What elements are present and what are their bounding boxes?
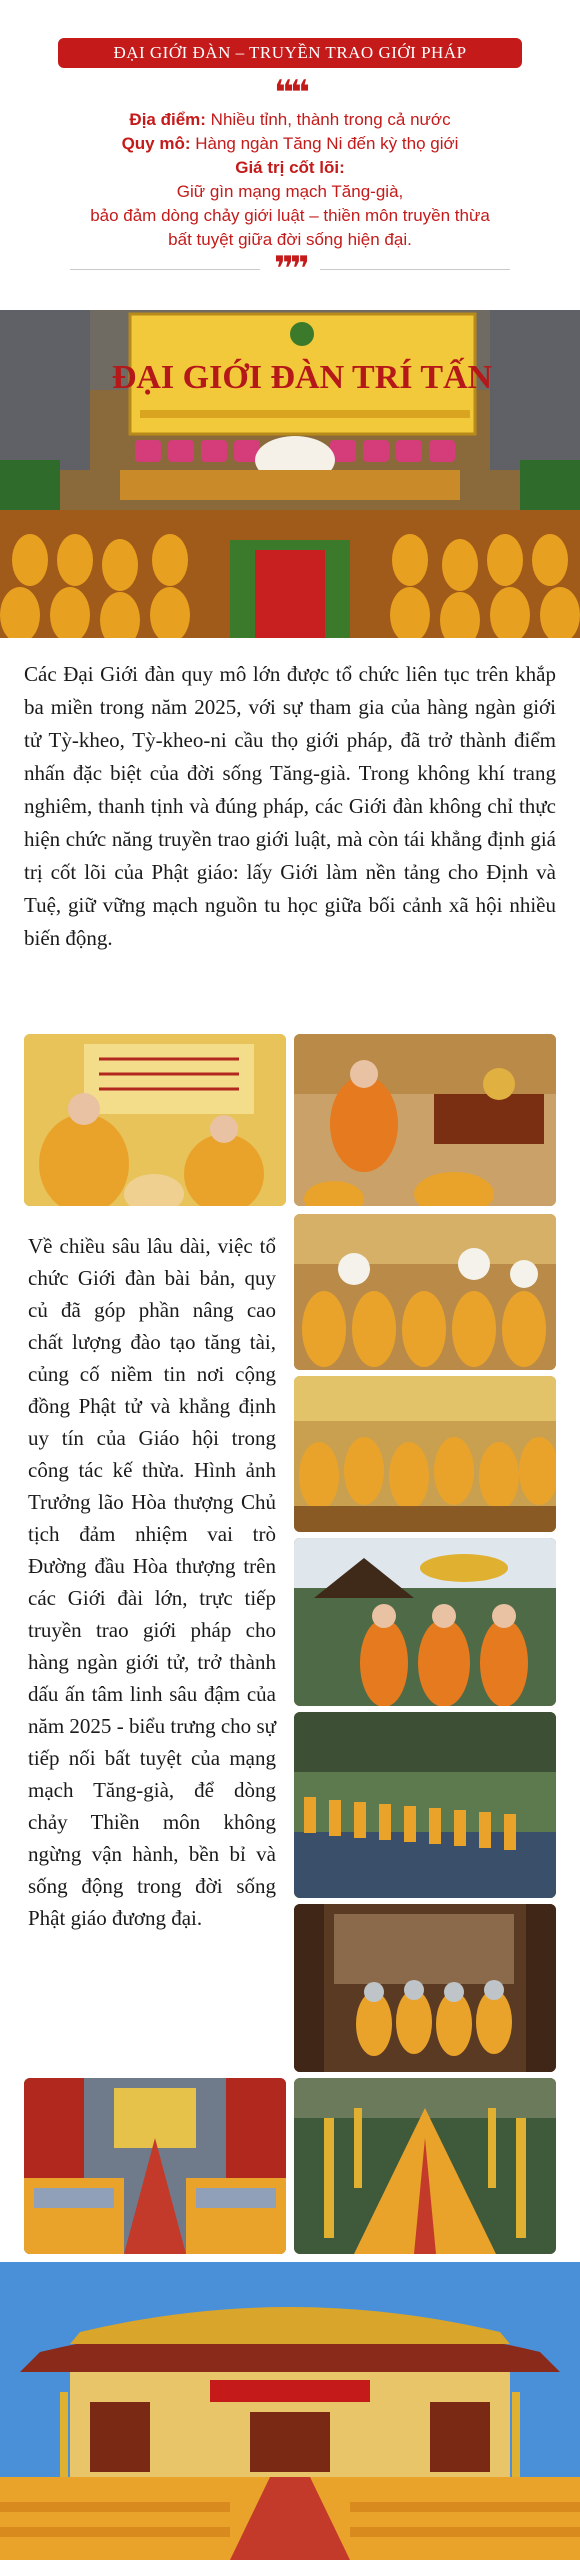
summary-quote	[40, 108, 540, 252]
article-paragraph-1: Các Đại Giới đàn quy mô lớn được tổ chức liên tục trên khắp ba miền trong năm 2025, với sự tham gia của hàng ngàn giới tử Tỳ-kheo, Tỳ-kheo-ni cầu thọ giới pháp, đã trở thành điểm nhấn đặc biệt của đời sống Tăng-già. Trong không khí trang nghiêm, thanh tịnh và đúng pháp, các Giới đàn không chỉ thực hiện chức năng truyền trao giới luật, mà còn tái khẳng định giá trị cốt lõi của Phật giáo: lấy Giới làm nền tảng cho Định và Tuệ, giữ vững mạch nguồn tu học giữa bối cảnh xã hội nhiều biến động.	[24, 662, 556, 950]
location-line: Địa điểm: Nhiều tỉnh, thành trong cả nước	[129, 110, 451, 129]
section-title: ĐẠI GIỚI ĐÀN – TRUYỀN TRAO GIỚI PHÁP	[113, 43, 467, 62]
pagoda-gathering-photo	[0, 2262, 580, 2560]
elders-seated-photo	[24, 1034, 286, 1206]
hero-ceremony-photo	[0, 310, 580, 638]
scale-line: Quy mô: Hàng ngàn Tăng Ni đến kỳ thọ giới	[121, 134, 459, 153]
monks-row-photo-2	[294, 1376, 556, 1532]
core-value-line-1: Giữ gìn mạng mạch Tăng-già,	[176, 182, 404, 201]
divider-left	[70, 269, 260, 270]
assembly-hall-photo	[24, 2078, 286, 2254]
core-value-line-3: bất tuyệt giữa đời sống hiện đại.	[168, 230, 412, 249]
section-title-banner	[58, 38, 522, 68]
core-value-label: Giá trị cốt lõi:	[235, 158, 345, 177]
article-paragraph-2: Về chiều sâu lâu dài, việc tổ chức Giới đàn bài bản, quy củ đã góp phần nâng cao chất lượng đào tạo tăng tài, củng cố niềm tin nơi cộng đồng Phật tử và khẳng định uy tín của Giáo hội trong công tác kế thừa. Hình ảnh Trưởng lão Hòa thượng Chủ tịch đảm nhiệm vai trò Đường đầu Hòa thượng trên các Giới đài lớn, trực tiếp truyền trao giới pháp cho hàng ngàn giới tử, trở thành dấu ấn tâm linh sâu đậm của năm 2025 - biểu trưng cho sự tiếp nối bất tuyệt của mạng mạch Tăng-già, để dòng chảy Thiền môn không ngừng vận hành, bền bỉ và sống động trong đời sống Phật giáo đương đại.	[28, 1234, 276, 1930]
hero-banner-title: ĐẠI GIỚI ĐÀN TRÍ TẤN	[111, 359, 493, 396]
procession-umbrella-photo	[294, 1538, 556, 1706]
open-quote-icon: ❝❝	[274, 73, 306, 113]
courtyard-procession-photo	[294, 1712, 556, 1898]
close-quote-icon: ❞❞	[274, 249, 306, 289]
core-value-line-2: bảo đảm dòng chảy giới luật – thiền môn truyền thừa	[90, 206, 490, 225]
temple-pathway-photo	[294, 2078, 556, 2254]
divider-right	[320, 269, 510, 270]
monks-row-photo-1	[294, 1214, 556, 1370]
hall-entrance-photo	[294, 1904, 556, 2072]
head-monk-throne-photo	[294, 1034, 556, 1206]
